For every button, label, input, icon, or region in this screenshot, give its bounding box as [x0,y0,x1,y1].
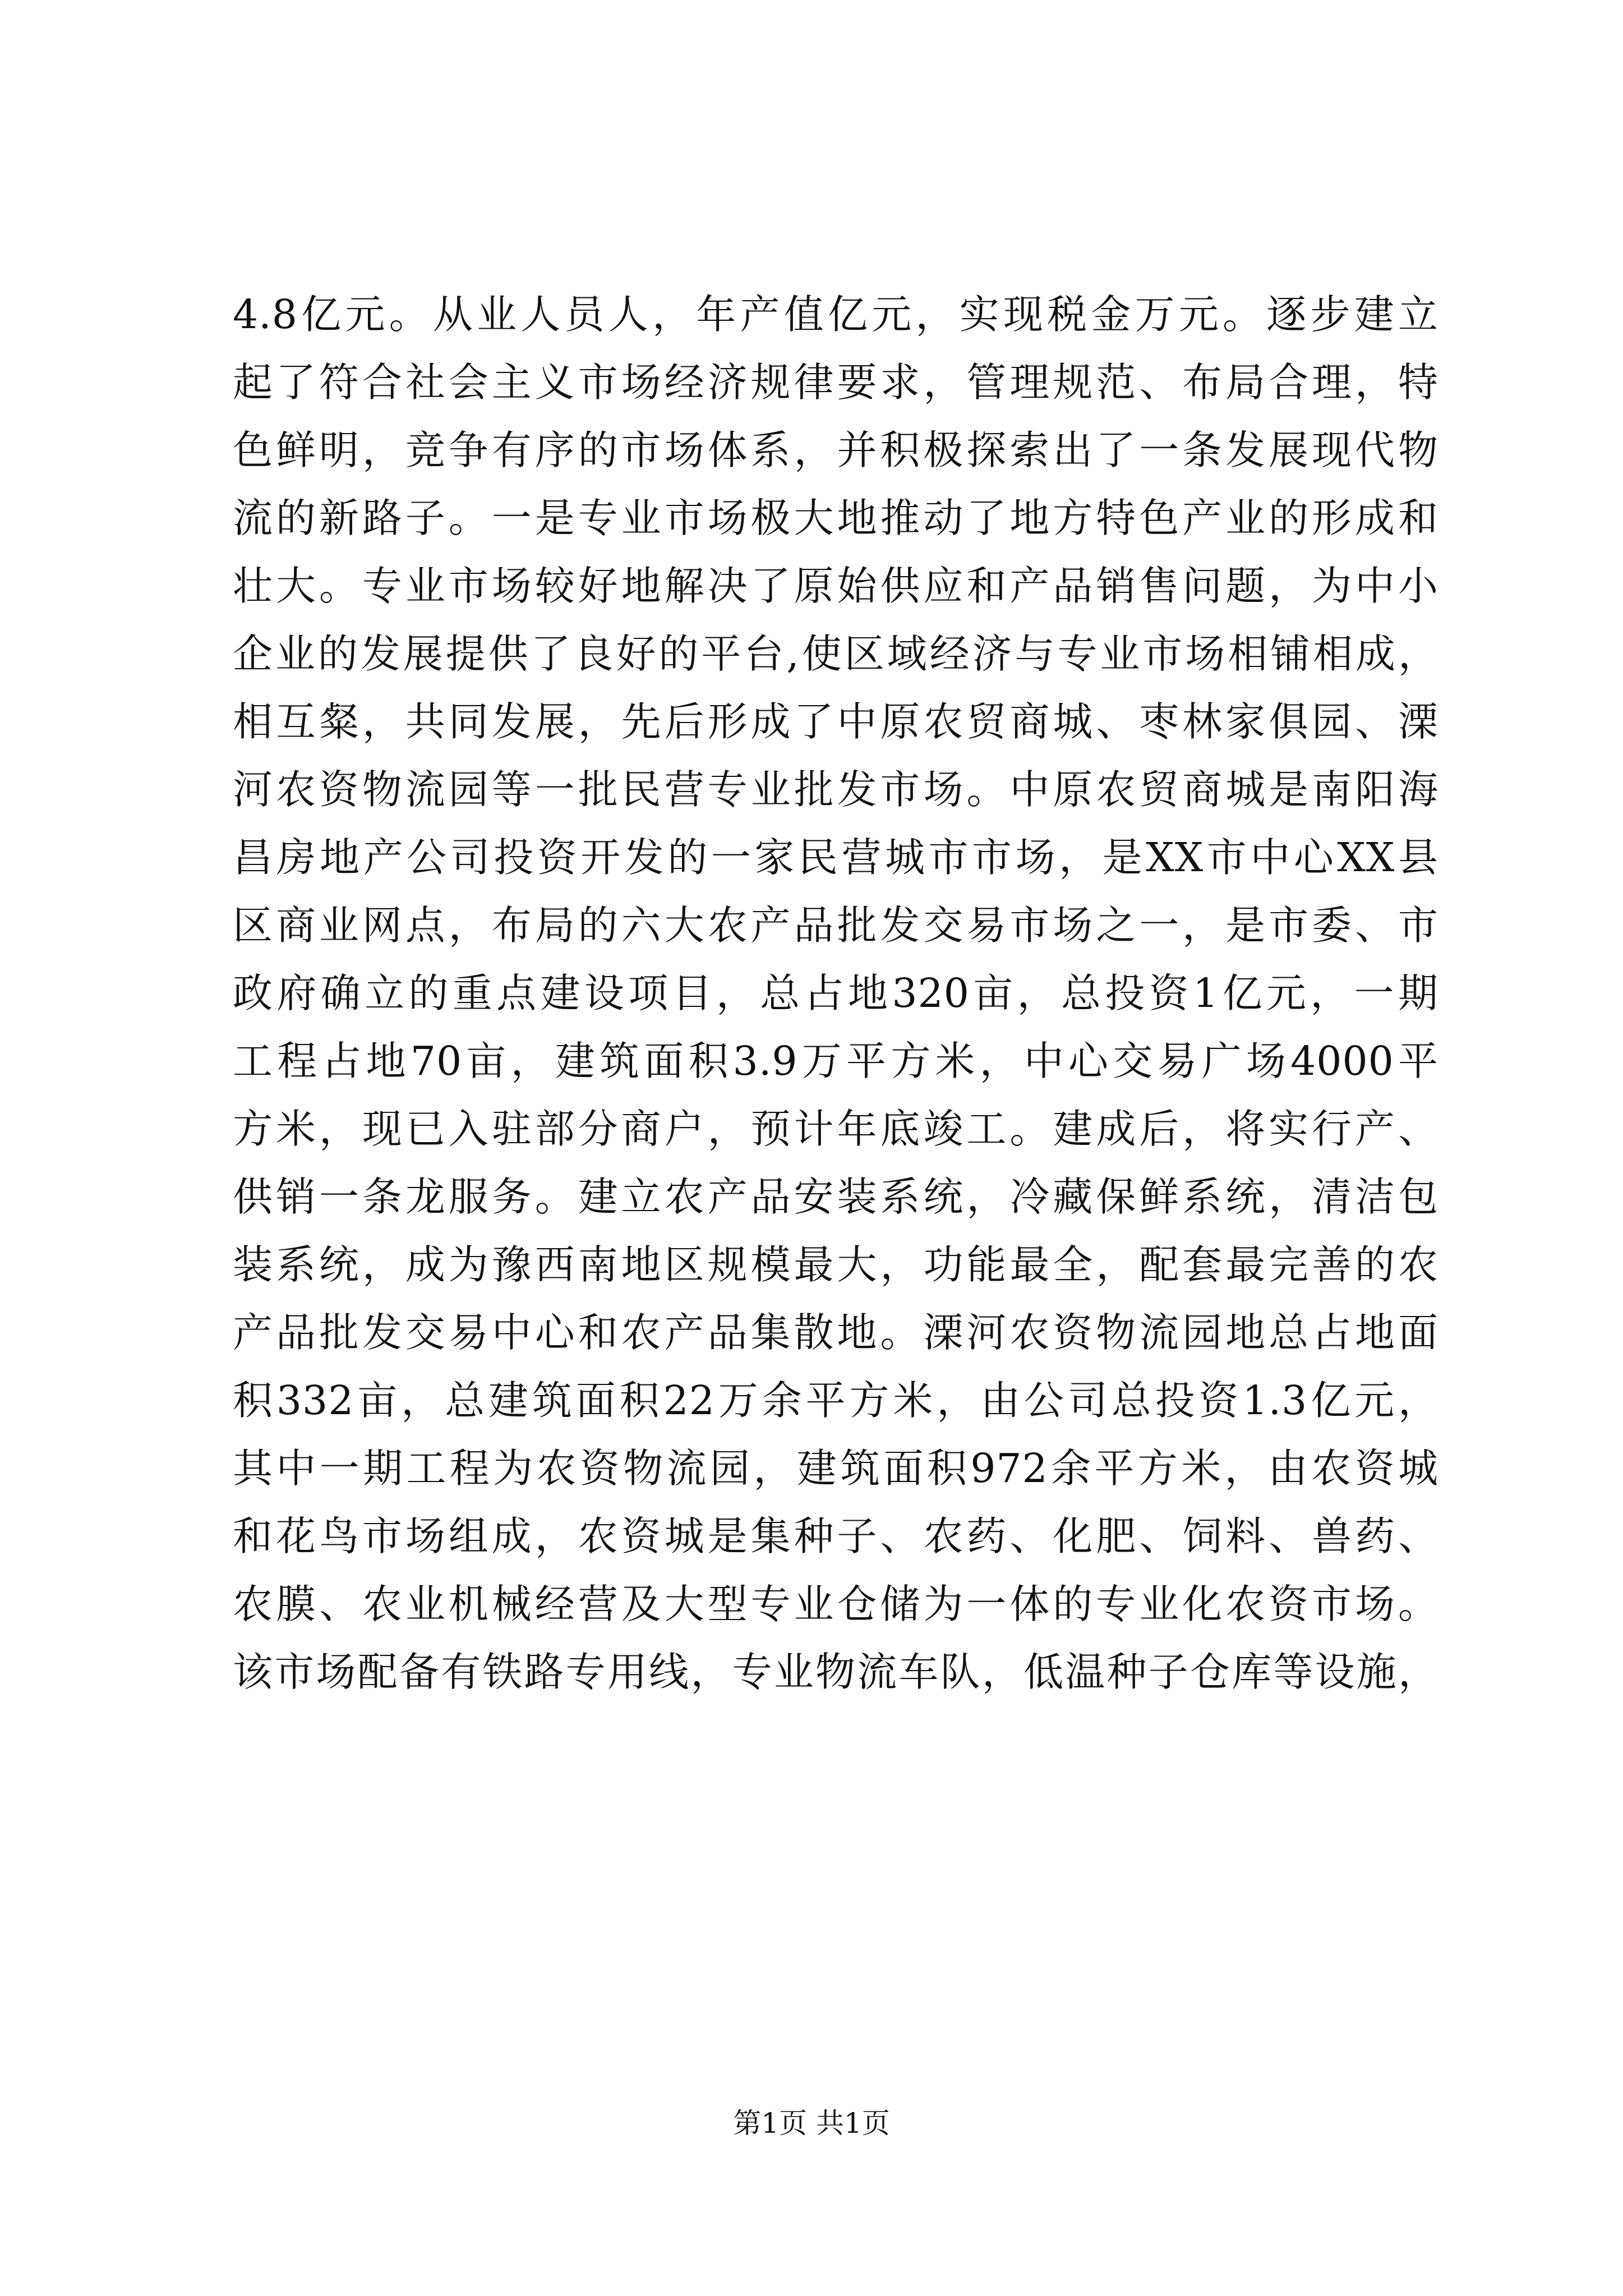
text-line-6: 企业的发展提供了良好的平台,使区域经济与专业市场相铺相成， [233,631,1438,677]
text-line-4: 流的新路子。一是专业市场极大地推动了地方特色产业的形成和 [233,495,1438,541]
text-line-11: 政府确立的重点建设项目，总占地320亩，总投资1亿元，一期 [233,970,1438,1016]
text-line-19: 和花鸟市场组成，农资城是集种子、农药、化肥、饲料、兽药、 [233,1513,1438,1559]
text-line-14: 供销一条龙服务。建立农产品安装系统，冷藏保鲜系统，清洁包 [233,1174,1438,1220]
text-line-9: 昌房地产公司投资开发的一家民营城市市场，是XX市中心XX县 [233,834,1438,881]
text-line-21: 该市场配备有铁路专用线，专业物流车队，低温种子仓库等设施， [233,1649,1438,1695]
text-line-2: 起了符合社会主义市场经济规律要求，管理规范、布局合理，特 [233,359,1438,406]
text-line-16: 产品批发交易中心和农产品集散地。溧河农资物流园地总占地面 [233,1309,1438,1356]
document-body [233,280,1438,1706]
text-line-10: 区商业网点，布局的六大农产品批发交易市场之一，是市委、市 [233,902,1438,949]
text-line-15: 装系统，成为豫西南地区规模最大，功能最全，配套最完善的农 [233,1241,1438,1288]
text-line-12: 工程占地70亩，建筑面积3.9万平方米，中心交易广场4000平 [233,1038,1438,1084]
text-line-1: 4.8亿元。从业人员人，年产值亿元，实现税金万元。逐步建立 [233,291,1438,338]
text-line-8: 河农资物流园等一批民营专业批发市场。中原农贸商城是南阳海 [233,766,1438,813]
text-line-13: 方米，现已入驻部分商户，预计年底竣工。建成后，将实行产、 [233,1106,1438,1152]
text-line-5: 壮大。专业市场较好地解决了原始供应和产品销售问题，为中小 [233,563,1438,609]
text-line-3: 色鲜明，竞争有序的市场体系，并积极探索出了一条发展现代物 [233,427,1438,473]
page-number-footer: 第1页 共1页 [733,2107,890,2139]
text-line-20: 农膜、农业机械经营及大型专业仓储为一体的专业化农资市场。 [233,1581,1438,1627]
text-line-7: 相互粲，共同发展，先后形成了中原农贸商城、枣林家俱园、溧 [233,698,1438,745]
text-line-18: 其中一期工程为农资物流园，建筑面积972余平方米，由农资城 [233,1445,1438,1492]
text-line-17: 积332亩，总建筑面积22万余平方米，由公司总投资1.3亿元， [233,1377,1438,1424]
